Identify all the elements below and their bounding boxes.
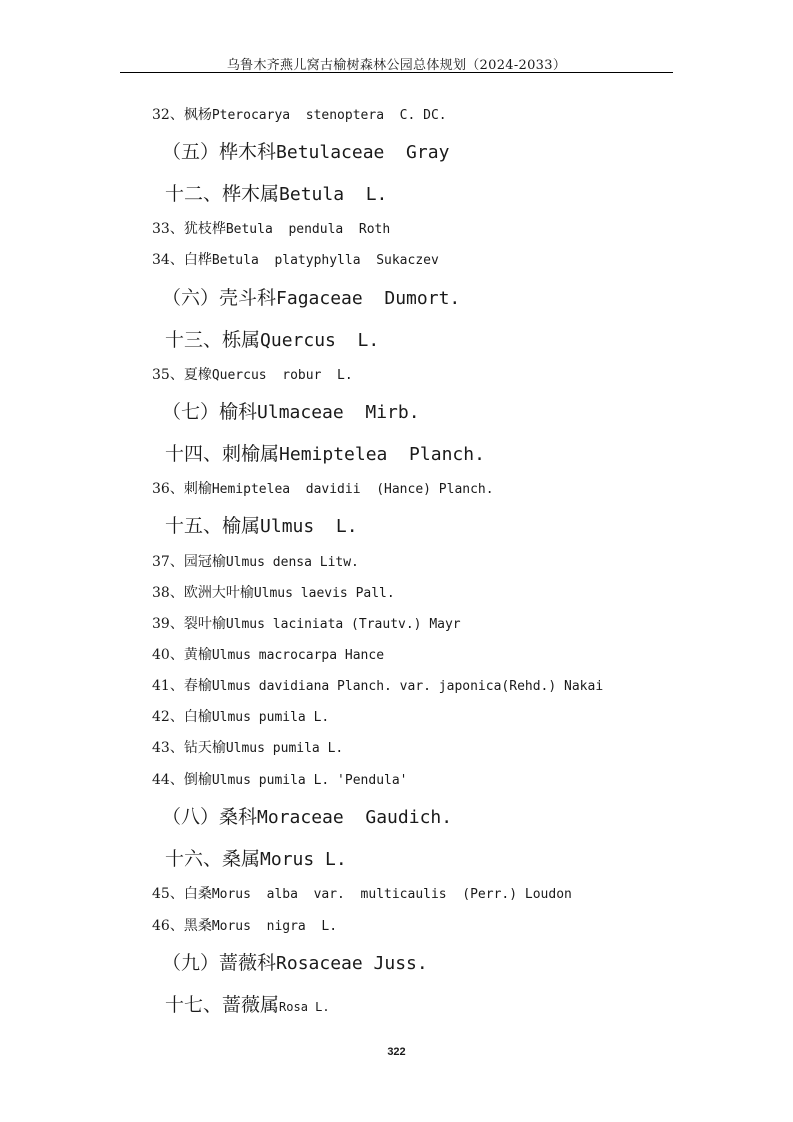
latin-name: Hemiptelea Planch. xyxy=(279,444,485,465)
chinese-name: 41、春榆 xyxy=(152,678,212,694)
chinese-name: （五）桦木科 xyxy=(162,141,277,163)
family-heading xyxy=(162,397,420,424)
family-heading xyxy=(162,802,452,829)
latin-name: Ulmus densa Litw. xyxy=(225,555,359,570)
latin-name: Ulmus davidiana Planch. var. japonica(Rehd.) Nakai xyxy=(211,679,604,694)
latin-name: Ulmus macrocarpa Hance xyxy=(211,648,385,663)
species-entry xyxy=(152,737,343,757)
latin-name: Morus nigra L. xyxy=(211,919,338,934)
species-entry xyxy=(152,675,603,695)
species-entry xyxy=(152,706,329,726)
genus-heading xyxy=(165,179,387,206)
latin-name: Morus alba var. multicaulis (Perr.) Loudon xyxy=(211,887,572,902)
species-entry xyxy=(152,364,353,384)
latin-name: Hemiptelea davidii (Hance) Planch. xyxy=(211,482,494,497)
chinese-name: 十二、桦木属 xyxy=(165,183,280,205)
genus-heading xyxy=(165,511,358,538)
species-entry xyxy=(152,613,461,633)
species-entry xyxy=(152,249,439,269)
species-entry xyxy=(152,883,572,903)
species-entry xyxy=(152,104,447,124)
latin-name: Betulaceae Gray xyxy=(276,142,450,163)
species-entry xyxy=(152,915,337,935)
latin-name: Morus L. xyxy=(260,849,347,870)
latin-name: Ulmus pumila L. xyxy=(225,741,344,756)
species-entry xyxy=(152,551,359,571)
latin-name: Ulmus L. xyxy=(260,516,358,537)
header-title: 乌鲁木齐燕儿窝古榆树森林公园总体规划（2024-2033） xyxy=(226,58,567,73)
page-number: 322 xyxy=(387,1046,406,1058)
chinese-name: 46、黑桑 xyxy=(152,918,212,934)
family-heading xyxy=(162,283,460,310)
chinese-name: 34、白桦 xyxy=(152,252,212,268)
latin-name: Quercus L. xyxy=(260,330,380,351)
chinese-name: （六）壳斗科 xyxy=(162,287,277,309)
chinese-name: （七）榆科 xyxy=(162,401,258,423)
latin-name: Betula L. xyxy=(279,184,388,205)
latin-name: Ulmus laevis Pall. xyxy=(253,586,395,601)
latin-name: Rosa L. xyxy=(279,1000,330,1014)
genus-heading xyxy=(165,325,379,352)
latin-name: Pterocarya stenoptera C. DC. xyxy=(211,108,447,123)
chinese-name: 十三、栎属 xyxy=(165,329,261,351)
chinese-name: 十四、刺榆属 xyxy=(165,443,280,465)
species-entry xyxy=(152,769,408,789)
chinese-name: 37、园冠榆 xyxy=(152,554,226,570)
species-entry xyxy=(152,218,390,238)
chinese-name: 十七、蔷薇属 xyxy=(165,994,280,1016)
family-heading xyxy=(162,948,428,975)
chinese-name: 十六、桑属 xyxy=(165,848,261,870)
latin-name: Quercus robur L. xyxy=(211,368,353,383)
latin-name: Betula platyphylla Sukaczev xyxy=(211,253,439,268)
latin-name: Ulmus pumila L. xyxy=(211,710,330,725)
chinese-name: 44、倒榆 xyxy=(152,772,212,788)
chinese-name: 32、枫杨 xyxy=(152,107,212,123)
chinese-name: 十五、榆属 xyxy=(165,515,261,537)
chinese-name: 45、白桑 xyxy=(152,886,212,902)
latin-name: Ulmus pumila L. 'Pendula' xyxy=(211,773,408,788)
latin-name: Moraceae Gaudich. xyxy=(257,807,453,828)
chinese-name: 35、夏橡 xyxy=(152,367,212,383)
latin-name: Ulmus laciniata (Trautv.) Mayr xyxy=(225,617,461,632)
genus-heading xyxy=(165,990,330,1017)
chinese-name: 43、钻天榆 xyxy=(152,740,226,756)
chinese-name: 40、黄榆 xyxy=(152,647,212,663)
latin-name: Betula pendula Roth xyxy=(225,222,391,237)
latin-name: Fagaceae Dumort. xyxy=(276,288,461,309)
chinese-name: 33、犹枝桦 xyxy=(152,221,226,237)
genus-heading xyxy=(165,844,347,871)
species-entry xyxy=(152,644,384,664)
genus-heading xyxy=(165,439,485,466)
chinese-name: 42、白榆 xyxy=(152,709,212,725)
latin-name: Ulmaceae Mirb. xyxy=(257,402,420,423)
chinese-name: （九）蔷薇科 xyxy=(162,952,277,974)
chinese-name: 36、刺榆 xyxy=(152,481,212,497)
chinese-name: 38、欧洲大叶榆 xyxy=(152,585,254,601)
species-entry xyxy=(152,582,395,602)
family-heading xyxy=(162,137,449,164)
chinese-name: 39、裂叶榆 xyxy=(152,616,226,632)
species-entry xyxy=(152,478,494,498)
latin-name: Rosaceae Juss. xyxy=(276,953,428,974)
header-divider xyxy=(120,72,673,73)
chinese-name: （八）桑科 xyxy=(162,806,258,828)
